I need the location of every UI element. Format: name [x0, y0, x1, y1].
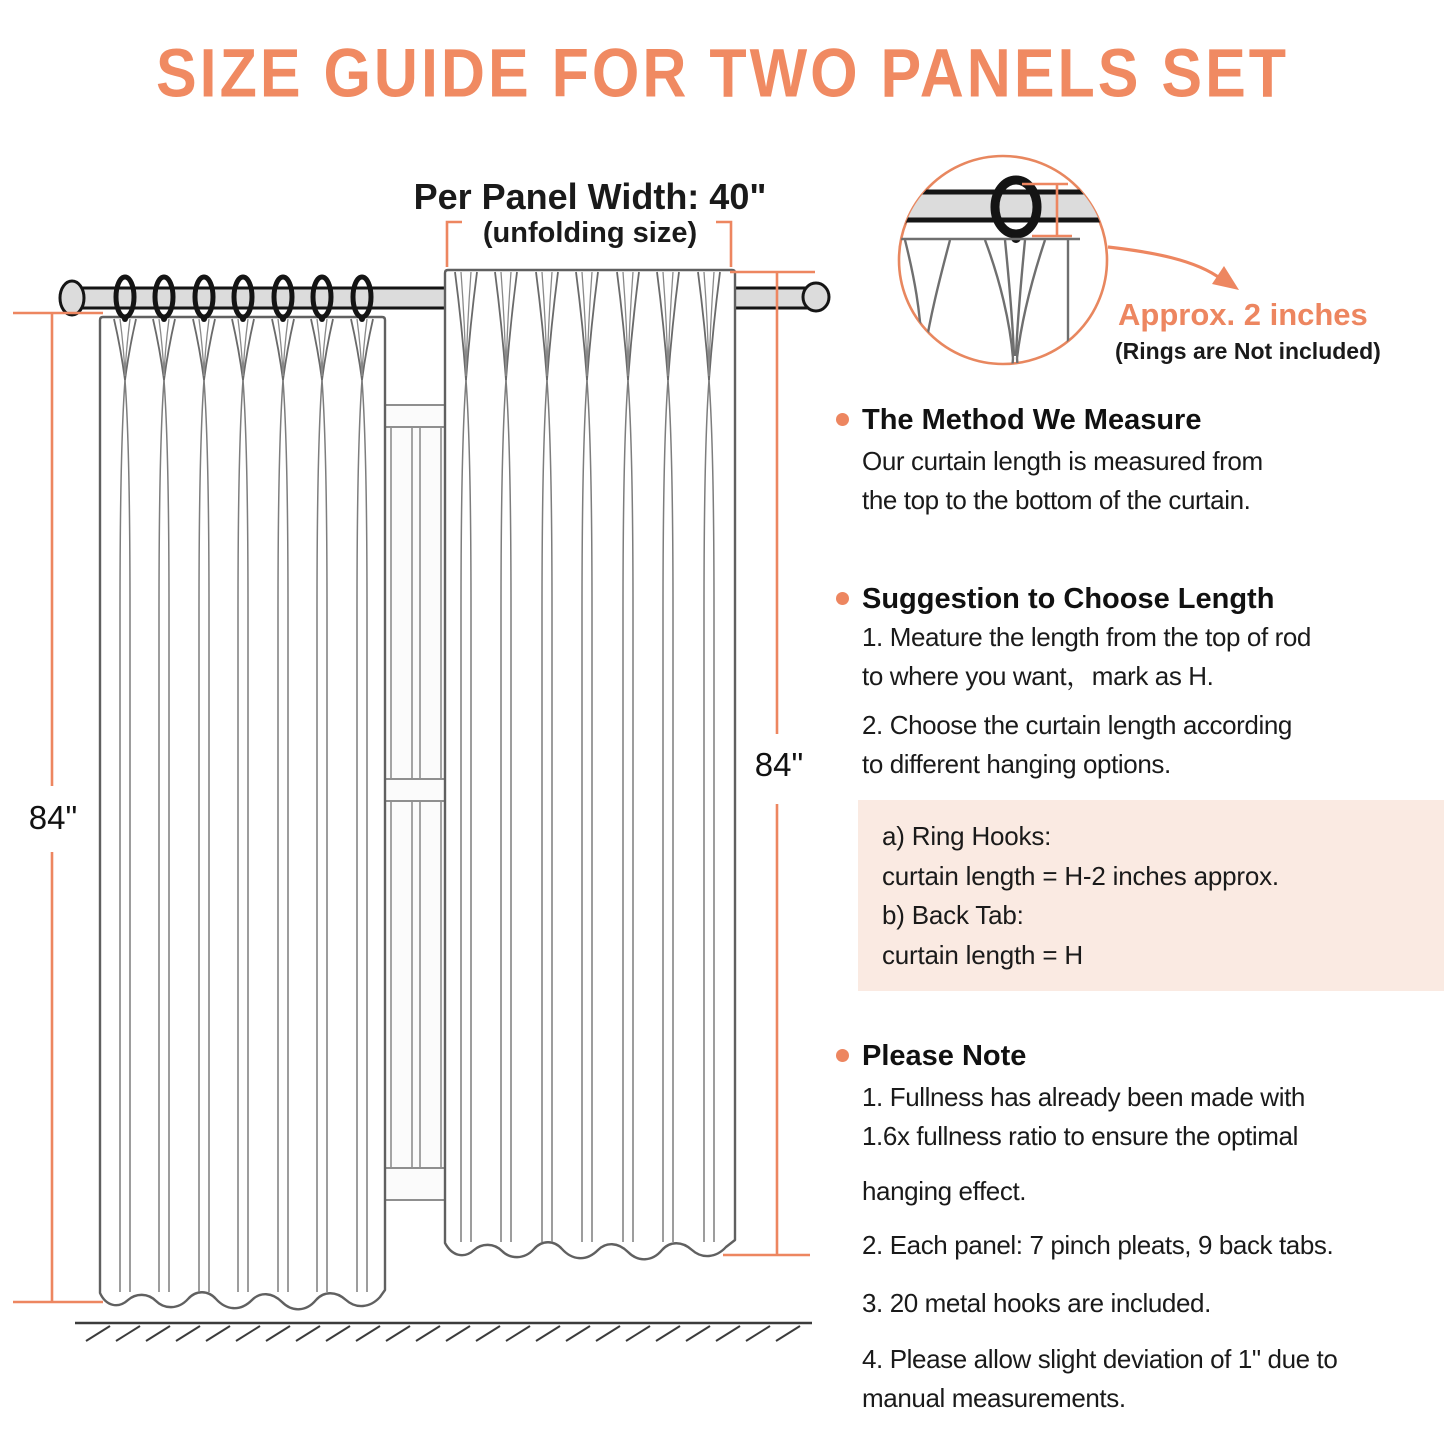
- right-height-label: 84": [754, 746, 804, 783]
- section-heading-method: The Method We Measure: [862, 404, 1202, 436]
- rod-finial-left: [60, 281, 84, 315]
- note-line: 2. Each panel: 7 pinch pleats, 9 back tabs.: [862, 1230, 1334, 1260]
- page-title: SIZE GUIDE FOR TWO PANELS SET: [155, 35, 1290, 112]
- suggestion-line: 2. Choose the curtain length according: [862, 710, 1292, 740]
- note-item-3: [862, 1284, 1211, 1323]
- option-line: curtain length = H: [882, 939, 1083, 970]
- suggestion-item-1: [862, 618, 1311, 696]
- note-item-1: [862, 1078, 1305, 1156]
- panel-width-label: Per Panel Width: 40": [413, 176, 767, 217]
- rod-finial-right: [803, 283, 829, 311]
- method-body: [862, 442, 1263, 520]
- bullet-icon: [836, 1049, 849, 1062]
- length-options-box: [858, 800, 1444, 991]
- note-line: 1.6x fullness ratio to ensure the optimal: [862, 1121, 1298, 1151]
- note-item-4: [862, 1340, 1337, 1418]
- method-line: Our curtain length is measured from: [862, 446, 1263, 476]
- note-item-2: [862, 1226, 1333, 1265]
- bullet-icon: [836, 592, 849, 605]
- suggestion-line: to different hanging options.: [862, 749, 1171, 779]
- note-line: manual measurements.: [862, 1383, 1126, 1413]
- note-line: 3. 20 metal hooks are included.: [862, 1288, 1211, 1318]
- section-heading-suggestion: Suggestion to Choose Length: [862, 583, 1275, 615]
- left-height-label: 84": [28, 799, 78, 836]
- note-line: 1. Fullness has already been made with: [862, 1082, 1305, 1112]
- curtain-panel-right: [445, 270, 735, 1259]
- note-line: 4. Please allow slight deviation of 1" due to: [862, 1344, 1338, 1374]
- suggestion-item-2: [862, 706, 1292, 784]
- option-line: a) Ring Hooks:: [882, 821, 1052, 851]
- curtain-panel-left: [100, 317, 385, 1309]
- approx-two-inches-label: Approx. 2 inches: [1118, 297, 1368, 332]
- suggestion-line: to where you want，mark as H.: [862, 661, 1214, 691]
- option-line: curtain length = H-2 inches approx.: [882, 860, 1279, 891]
- method-line: the top to the bottom of the curtain.: [862, 485, 1251, 515]
- window: [383, 405, 449, 1200]
- section-heading-note: Please Note: [862, 1040, 1027, 1072]
- floor-line: [75, 1323, 812, 1341]
- panel-width-sublabel: (unfolding size): [482, 217, 698, 249]
- bullet-icon: [836, 413, 849, 426]
- note-line: hanging effect.: [862, 1176, 1027, 1206]
- rings-not-included-note: (Rings are Not included): [1115, 338, 1381, 364]
- option-line: b) Back Tab:: [882, 900, 1024, 930]
- suggestion-line: 1. Meature the length from the top of rod: [862, 622, 1311, 652]
- note-item-1-cont: [862, 1172, 1026, 1211]
- curved-arrow-icon: [1108, 247, 1239, 290]
